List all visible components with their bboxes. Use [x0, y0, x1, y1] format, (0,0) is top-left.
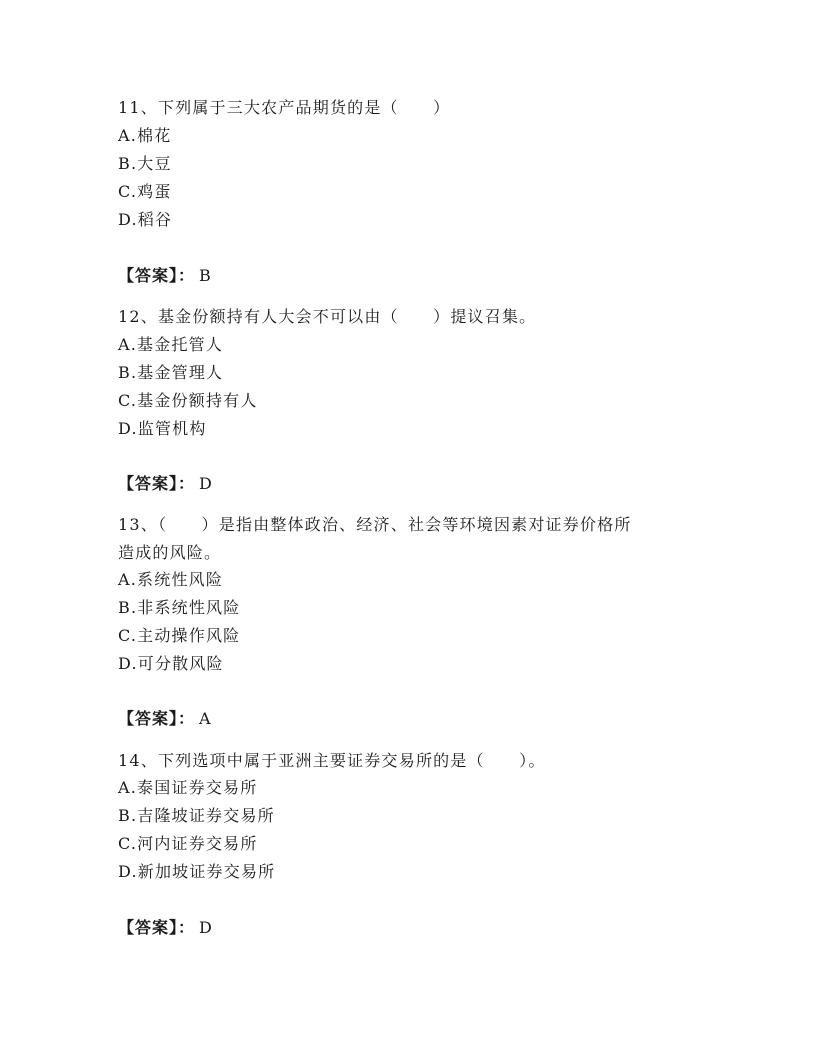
question-11-stem: 11、下列属于三大农产品期货的是（ ）: [118, 98, 451, 117]
question-13-option-d: D.可分散风险: [118, 654, 224, 673]
question-11-option-d: D.稻谷: [118, 210, 173, 229]
answer-value: D: [199, 918, 213, 937]
question-13-stem-line-1: 13、（ ）是指由整体政治、经济、社会等环境因素对证券价格所: [118, 515, 632, 534]
question-12-answer: [118, 473, 213, 495]
question-14-option-a: A.泰国证券交易所: [118, 778, 258, 797]
question-13-option-c: C.主动操作风险: [118, 626, 241, 645]
question-13-stem-line-2: 造成的风险。: [118, 543, 222, 562]
answer-value: B: [199, 266, 212, 285]
question-11-option-b: B.大豆: [118, 154, 172, 173]
question-12-option-c: C.基金份额持有人: [118, 391, 258, 410]
question-12-option-b: B.基金管理人: [118, 363, 224, 382]
question-13-option-b: B.非系统性风险: [118, 598, 241, 617]
answer-label: 【答案】：: [118, 266, 196, 285]
answer-value: D: [199, 474, 213, 493]
question-14-option-b: B.吉隆坡证券交易所: [118, 806, 275, 825]
question-14-stem: 14、下列选项中属于亚洲主要证券交易所的是（ ）。: [118, 751, 546, 770]
question-13-option-a: A.系统性风险: [118, 570, 224, 589]
question-14-answer: [118, 917, 213, 939]
question-14-option-d: D.新加坡证券交易所: [118, 862, 276, 881]
question-12-option-d: D.监管机构: [118, 419, 207, 438]
answer-label: 【答案】：: [118, 709, 196, 728]
answer-label: 【答案】：: [118, 918, 196, 937]
question-14-option-c: C.河内证券交易所: [118, 834, 258, 853]
answer-value: A: [199, 709, 212, 728]
answer-label: 【答案】：: [118, 474, 196, 493]
question-12-stem: 12、基金份额持有人大会不可以由（ ）提议召集。: [118, 307, 537, 326]
question-11-option-a: A.棉花: [118, 126, 172, 145]
question-11-option-c: C.鸡蛋: [118, 182, 172, 201]
question-13-answer: [118, 708, 212, 730]
question-12-option-a: A.基金托管人: [118, 335, 224, 354]
question-11-answer: [118, 265, 212, 287]
